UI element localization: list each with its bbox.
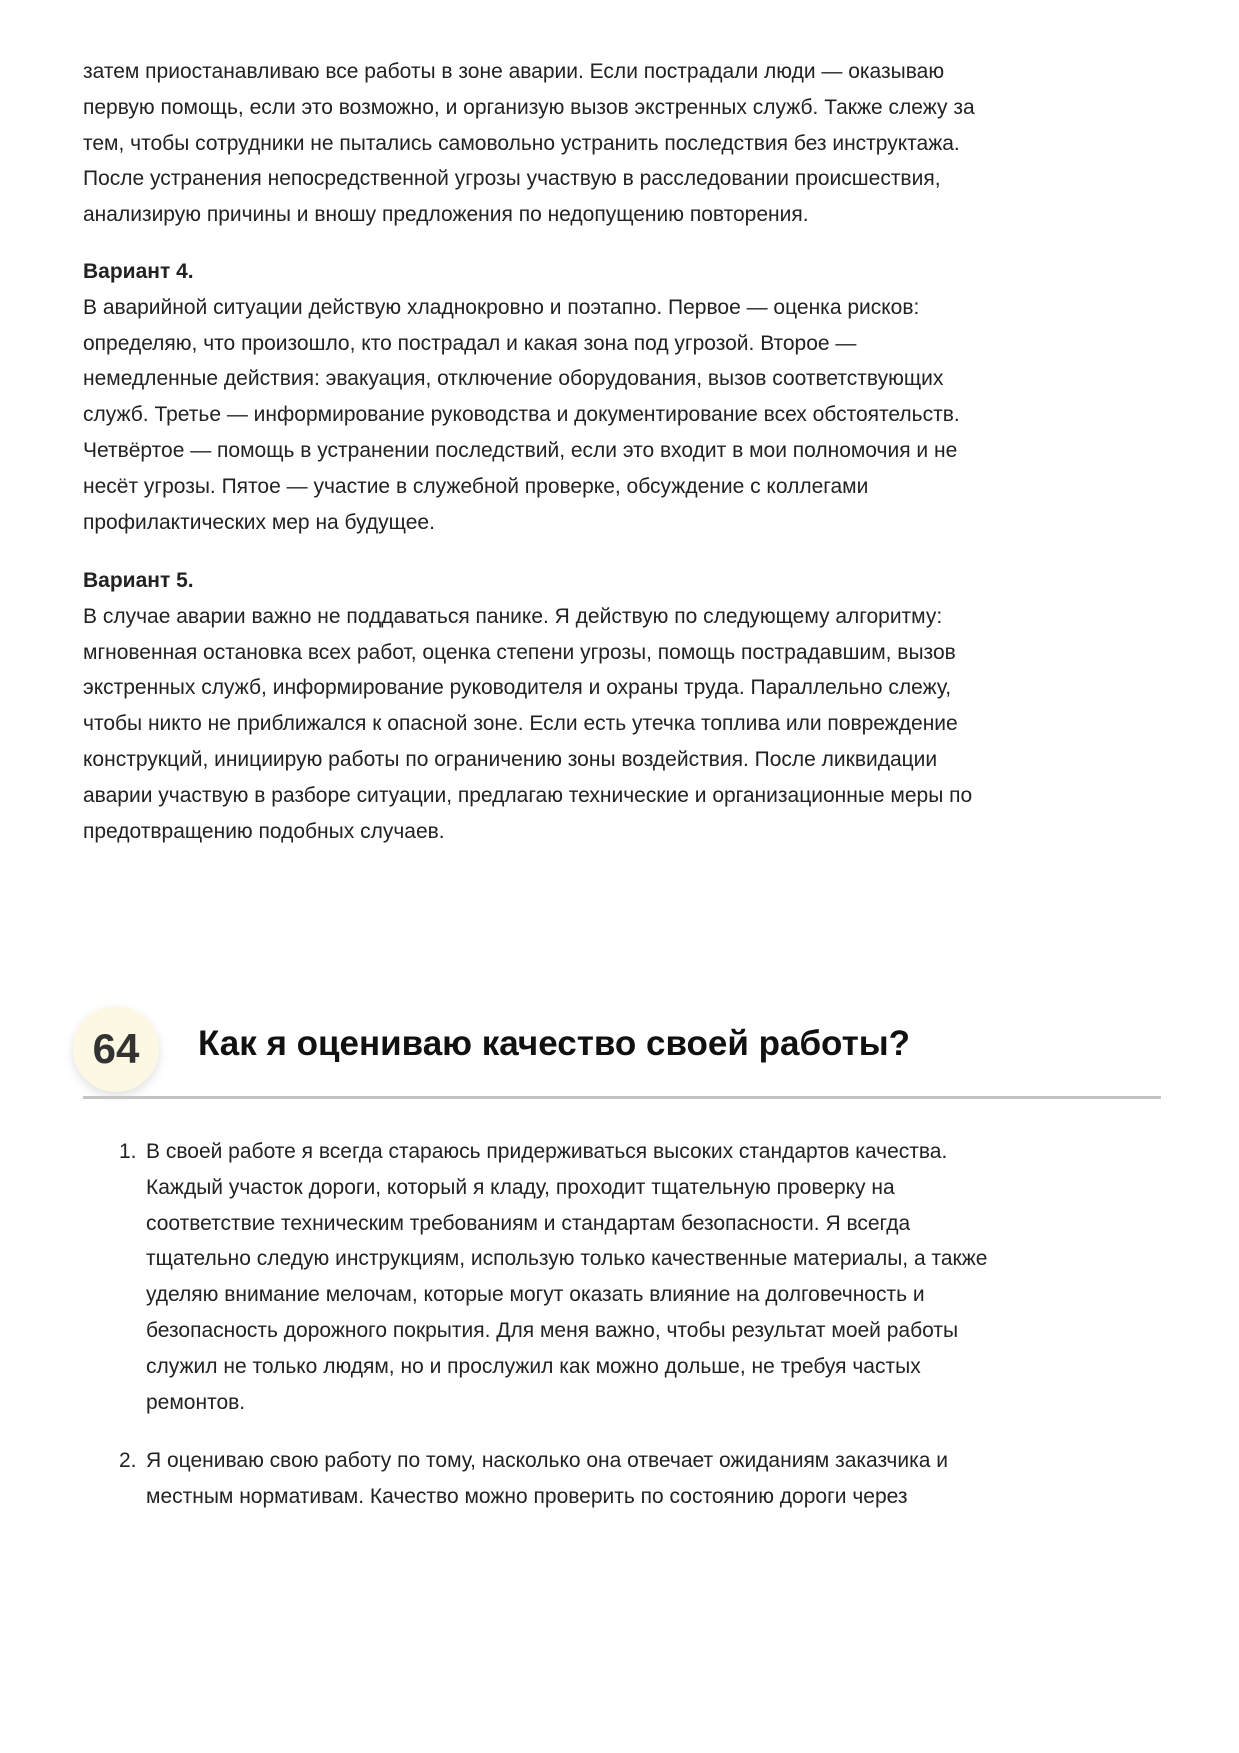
- text-line: В случае аварии важно не поддаваться панике. Я действую по следующему алгоритму:: [83, 604, 943, 628]
- text-line: Каждый участок дороги, который я кладу, проходит тщательную проверку на: [146, 1175, 895, 1199]
- text-line: первую помощь, если это возможно, и организую вызов экстренных служб. Также слежу за: [83, 95, 975, 119]
- text-line: конструкций, инициирую работы по ограничению зоны воздействия. После ликвидации: [83, 747, 938, 771]
- variant-title: Вариант 4.: [83, 260, 194, 283]
- text-line: служил не только людям, но и прослужил как можно дольше, не требуя частых: [146, 1354, 921, 1378]
- text-line: затем приостанавливаю все работы в зоне аварии. Если пострадали люди — оказываю: [83, 60, 945, 83]
- variant-5: [83, 563, 972, 849]
- variant-title: Вариант 5.: [83, 569, 194, 592]
- text-line: тем, чтобы сотрудники не пытались самовольно устранить последствия без инструктажа.: [83, 131, 960, 155]
- list-marker: 2.: [119, 1449, 137, 1472]
- text-line: немедленные действия: эвакуация, отключение оборудования, вызов соответствующих: [83, 367, 944, 391]
- text-line: тщательно следую инструкциям, использую только качественные материалы, а также: [146, 1247, 988, 1271]
- text-line: В своей работе я всегда стараюсь придерживаться высоких стандартов качества.: [146, 1140, 948, 1163]
- text-line: В аварийной ситуации действую хладнокровно и поэтапно. Первое — оценка рисков:: [83, 295, 920, 319]
- intro-paragraph: [83, 54, 975, 233]
- text-line: уделяю внимание мелочам, которые могут оказать влияние на долговечность и: [146, 1283, 925, 1307]
- text-line: анализирую причины и вношу предложения по недопущению повторения.: [83, 203, 809, 227]
- text-line: Четвёртое — помощь в устранении последствий, если это входит в мои полномочия и не: [83, 438, 958, 462]
- text-line: безопасность дорожного покрытия. Для меня важно, чтобы результат моей работы: [146, 1318, 959, 1342]
- text-line: чтобы никто не приближался к опасной зоне. Если есть утечка топлива или повреждение: [83, 712, 958, 736]
- text-line: ремонтов.: [146, 1390, 246, 1414]
- text-line: мгновенная остановка всех работ, оценка степени угрозы, помощь пострадавшим, вызов: [83, 640, 956, 664]
- list-marker: 1.: [119, 1140, 137, 1163]
- text-line: соответствие техническим требованиям и стандартам безопасности. Я всегда: [146, 1211, 911, 1235]
- text-line: Я оцениваю свою работу по тому, насколько она отвечает ожиданиям заказчика и: [146, 1449, 948, 1472]
- text-line: профилактических мер на будущее.: [83, 510, 435, 534]
- text-line: местным нормативам. Качество можно проверить по состоянию дороги через: [146, 1484, 908, 1508]
- text-line: После устранения непосредственной угрозы участвую в расследовании происшествия,: [83, 167, 941, 191]
- text-line: определяю, что произошло, кто пострадал и какая зона под угрозой. Второе —: [83, 331, 857, 355]
- text-line: предотвращению подобных случаев.: [83, 819, 445, 843]
- text-line: аварии участвую в разборе ситуации, предлагаю технические и организационные меры по: [83, 783, 973, 807]
- section-heading: Как я оцениваю качество своей работы?: [198, 1024, 910, 1063]
- question-number-badge: 64: [73, 1006, 159, 1092]
- text-line: несёт угрозы. Пятое — участие в служебной проверке, обсуждение с коллегами: [83, 474, 869, 498]
- text-line: служб. Третье — информирование руководства и документирование всех обстоятельств.: [83, 403, 960, 427]
- text-line: экстренных служб, информирование руководителя и охраны труда. Параллельно слежу,: [83, 676, 952, 700]
- variant-4: [83, 254, 960, 540]
- divider: [83, 1096, 1161, 1099]
